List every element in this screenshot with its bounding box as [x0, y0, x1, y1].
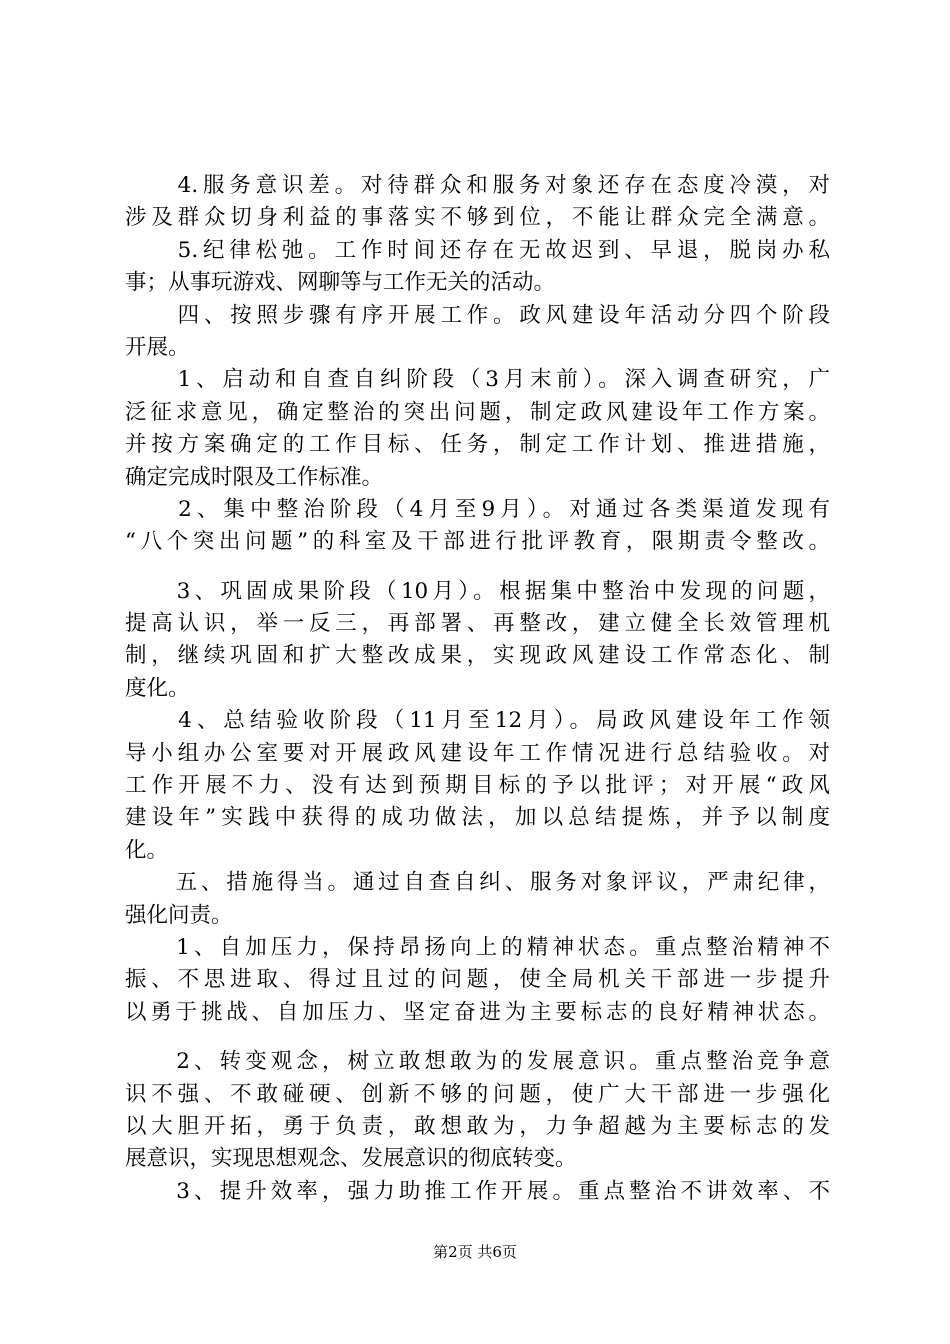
text-line: 工作开展不力、没有达到预期目标的予以批评；对开展“政风 [125, 773, 830, 799]
text-line: 1、自加压力，保持昂扬向上的精神状态。重点整治精神不 [125, 934, 830, 960]
text-line: 2、集中整治阶段（4月至9月）。对通过各类渠道发现有 [125, 496, 830, 522]
text-line: “八个突出问题”的科室及干部进行批评教育，限期责令整改。 [125, 529, 830, 555]
text-line: 3、巩固成果阶段（10月）。根据集中整治中发现的问题， [125, 578, 830, 604]
text-line: 2、转变观念，树立敢想敢为的发展意识。重点整治竞争意 [125, 1049, 830, 1075]
text-line: 涉及群众切身利益的事落实不够到位，不能让群众完全满意。 [125, 205, 830, 231]
text-line: 提高认识，举一反三，再部署、再整改，建立健全长效管理机 [125, 611, 830, 637]
text-line: 事；从事玩游戏、网聊等与工作无关的活动。 [125, 270, 556, 296]
text-line: 度化。 [125, 675, 190, 701]
page-number-footer: 第2页 共6页 [433, 1243, 517, 1261]
text-line: 1、启动和自查自纠阶段（3月末前）。深入调查研究，广 [125, 367, 830, 393]
text-line: 展意识，实现思想观念、发展意识的彻底转变。 [125, 1146, 577, 1172]
text-line: 化。 [125, 837, 169, 863]
text-line: 建设年”实践中获得的成功做法，加以总结提炼，并予以制度 [125, 805, 830, 831]
text-line: 5.纪律松弛。工作时间还存在无故迟到、早退，脱岗办私 [125, 237, 830, 263]
text-line: 确定完成时限及工作标准。 [125, 464, 384, 490]
text-line: 导小组办公室要对开展政风建设年工作情况进行总结验收。对 [125, 740, 830, 766]
text-line: 并按方案确定的工作目标、任务，制定工作计划、推进措施， [125, 432, 830, 458]
text-line: 制，继续巩固和扩大整改成果，实现政风建设工作常态化、制 [125, 643, 830, 669]
section-heading-line: 强化问责。 [125, 902, 233, 928]
text-line: 4.服务意识差。对待群众和服务对象还存在态度冷漠，对 [125, 173, 830, 198]
paragraph-gap [125, 1029, 830, 1046]
text-line: 以大胆开拓，勇于负责，敢想敢为，力争超越为主要标志的发 [125, 1113, 830, 1139]
section-heading-line: 开展。 [125, 334, 190, 360]
text-line: 识不强、不敢碰硬、创新不够的问题，使广大干部进一步强化 [125, 1081, 830, 1107]
text-line: 3、提升效率，强力助推工作开展。重点整治不讲效率、不 [125, 1178, 830, 1204]
section-heading-line: 五、措施得当。通过自查自纠、服务对象评议，严肃纪律， [125, 870, 830, 896]
text-line: 以勇于挑战、自加压力、坚定奋进为主要标志的良好精神状态。 [125, 999, 830, 1025]
text-line: 泛征求意见，确定整治的突出问题，制定政风建设年工作方案。 [125, 399, 830, 425]
text-line: 振、不思进取、得过且过的问题，使全局机关干部进一步提升 [125, 967, 830, 993]
section-heading-line: 四、按照步骤有序开展工作。政风建设年活动分四个阶段 [125, 302, 830, 328]
document-body [125, 170, 830, 1208]
paragraph-gap [125, 559, 830, 576]
text-line: 4、总结验收阶段（11月至12月）。局政风建设年工作领 [125, 708, 830, 734]
